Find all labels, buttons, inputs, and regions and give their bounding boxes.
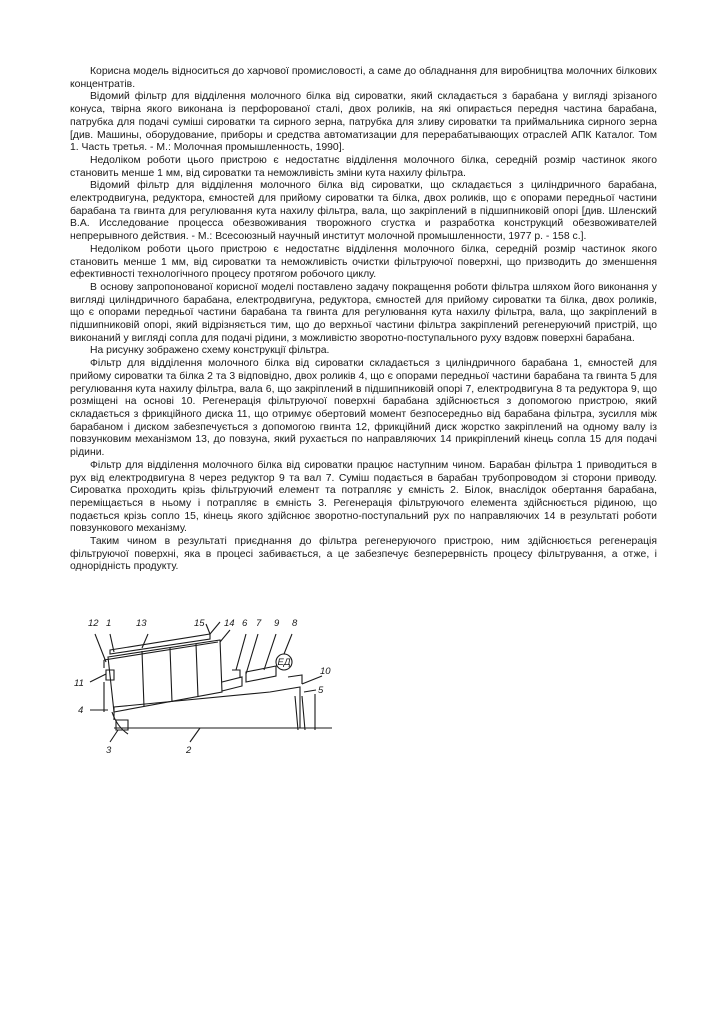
figure-label: 11 <box>74 678 84 689</box>
paragraph: Таким чином в результаті приєднання до фільтра регенеруючого пристрою, ним здійснюється регенерація фільтруючої поверхні, яка в процесі забивається, а це забезпечує безперервність процесу фільтрування, а отже, і однорідність продукту. <box>70 536 657 573</box>
figure-label: 7 <box>256 618 262 629</box>
paragraph: Фільтр для відділення молочного білка від сироватки складається з циліндричного барабана 1, ємностей для прийому сироватки та білка 2 та 3 відповідно, двох роликів 4, що є опорами передньої частини барабана та гвинта 5 для регулювання кута нахилу фільтра, вала 6, що закріплений в підшипниковій опорі 7, електродвигуна 8 та редуктора 9, що розміщені на основі 10. Регенерація фільтруючої поверхні барабана здійснюється з допомогою пристрою, який складається з фрикційного диска 11, що отримує обертовий момент безпосередньо від барабана фільтра, зусилля між барабаном і диском забезпечується з допомогою гвинта 12, фрикційний диск жорстко закріплений на одному валу із повзунковим механізмом 13, до повзуна, який рухається по направляючих 14 прикріплений кінець сопла 15 для подачі рідини. <box>70 358 657 459</box>
figure-label: 6 <box>242 618 248 629</box>
figure-label: 14 <box>224 618 235 629</box>
figure-label: 12 <box>88 618 99 629</box>
document-body <box>70 66 657 574</box>
figure-label: 1 <box>106 618 112 629</box>
paragraph: Недоліком роботи цього пристрою є недостатнє відділення молочного білка, середній розмір частинок якого становить менше 1 мм, від сироватки та неможливість зміни кута нахилу фільтра. <box>70 154 657 179</box>
figure-label: 5 <box>318 685 324 696</box>
paragraph: В основу запропонованої корисної моделі поставлено задачу покращення роботи фільтра шляхом його виконання у вигляді циліндричного барабана, електродвигуна, редуктора, ємностей для прийому сироватки та білка, двох роликів, що є опорами передньої частини барабана та гвинта для регулювання кута нахилу фільтра, вала, що закріплений в підшипниковій опорі, який відрізняється тим, що до верхньої частини фільтра закріплений регенеруючий пристрій, що виконаний у вигляді сопла для подачі рідини, з можливістю зворотно-поступального руху вздовж поверхні барабана. <box>70 281 657 344</box>
figure-label: 2 <box>186 745 192 756</box>
figure-label: 4 <box>78 705 84 716</box>
shaft <box>232 670 240 678</box>
drum-top-edge <box>104 642 218 660</box>
figure-label: 3 <box>106 745 112 756</box>
filter-schematic-figure <box>70 612 340 762</box>
figure-label: 15 <box>194 618 205 629</box>
paragraph: Відомий фільтр для відділення молочного білка від сироватки, що складається з циліндричного барабана, електродвигуна, редуктора, ємностей для прийому сироватки та білка, двох роликів, що є опорами передньої частини барабана та гвинта для регулювання кута нахилу фільтра, вала, що закріплений в підшипниковій опорі [див. Шленский В.А. Исследование процесса обезвоживания творожного сгустка и разработка конструкций обезвоживателей непрерывного действия. - М.: Всесоюзный научный институт молочной промышленности, 1977 р. - 158 с.]. <box>70 180 657 243</box>
figure-label: 9 <box>274 618 280 629</box>
motor-label: ЕД <box>277 657 291 668</box>
paragraph: Недоліком роботи цього пристрою є недостатнє відділення молочного білка, середній розмір частинок якого становить менше 1 мм, від сироватки та неможливість очистки фільтруючої поверхні, що призводить до зменшення ефективності технологічного процесу протягом робочого циклу. <box>70 243 657 281</box>
schematic-drawing <box>70 612 340 762</box>
figure-label: 8 <box>292 618 298 629</box>
adjust-screw <box>288 675 302 684</box>
paragraph: На рисунку зображено схему конструкції фільтра. <box>90 345 330 357</box>
support-post <box>295 694 315 730</box>
figure-label: 10 <box>320 666 331 677</box>
bearing <box>222 677 242 691</box>
figure-label: 13 <box>136 618 147 629</box>
paragraph: Відомий фільтр для відділення молочного білка від сироватки, який складається з барабана у вигляді зрізаного конуса, твірна якого виконана із перфорованої сталі, двох роликів, на які опирається передня частина барабана, патрубка для подачі суміші сироватки та сирного зерна, патрубка для зливу сироватки та приймальника сирного зерна [див. Машины, оборудование, приборы и средства автоматизации для перерабатывающих отраслей АПК Каталог. Том 1. Часть третья. - М.: Молочная промышленность, 1990]. <box>70 91 657 154</box>
figure-labels <box>74 618 331 756</box>
paragraph: Фільтр для відділення молочного білка від сироватки працює наступним чином. Барабан фільтра 1 приводиться в рух від електродвигуна 8 через редуктор 9 та вал 7. Суміш подається в барабан трубопроводом зі сторони приводу. Сироватка проходить крізь фільтруючий елемент та потрапляє у ємність 2. Білок, внаслідок обертання барабана, переміщається в ньому і потрапляє в ємність 3. Регенерація фільтруючого елемента здійснюється рідиною, що подається крізь сопло 15, кінець якого здійснює зворотно-поступальний рух по направляючих 14 в результаті роботи повзункового механізму. <box>70 459 657 535</box>
paragraph: Корисна модель відноситься до харчової промисловості, а саме до обладнання для виробництва молочних білкових концентратів. <box>70 66 657 90</box>
nozzle-pipe <box>210 622 220 634</box>
frame-outline <box>114 687 300 728</box>
reducer <box>246 666 276 682</box>
